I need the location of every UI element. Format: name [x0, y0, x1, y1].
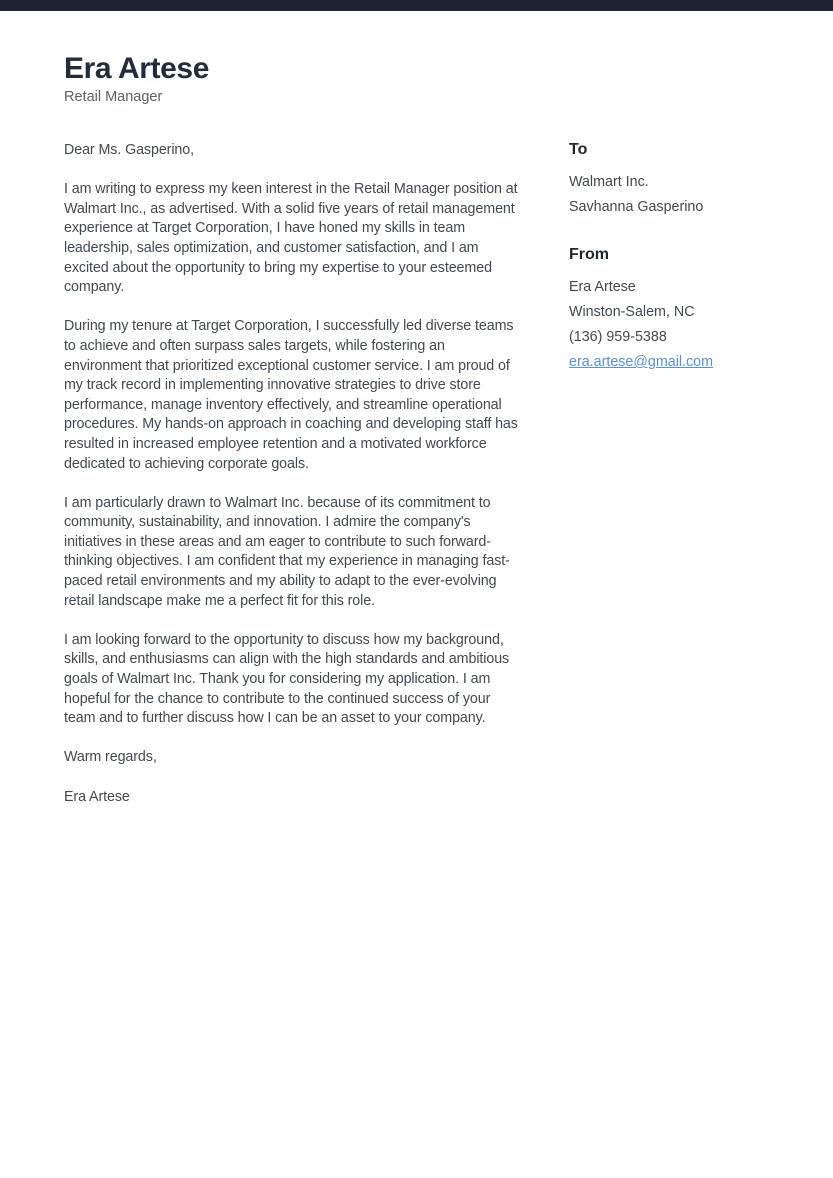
- sender-phone: (136) 959-5388: [569, 329, 667, 345]
- email-link[interactable]: era.artese@gmail.com: [569, 354, 714, 370]
- letter-paragraph-1: I am writing to express my keen interest in the Retail Manager position at Walmart Inc., as advertised. With a solid five years of retail management experience at Target Corporation, I have honed my skills in team leadership, sales optimization, and customer satisfaction, and I am excited about the opportunity to bring my expertise to your esteemed company.: [64, 181, 518, 296]
- applicant-name: Era Artese: [64, 52, 209, 85]
- letter-paragraph-2: During my tenure at Target Corporation, I successfully led diverse teams to achieve and often surpass sales targets, while fostering an environment that prioritized exceptional customer service. I am proud of my track record in implementing innovative strategies to drive store performance, manage inventory effectively, and streamline operational procedures. My hands-on approach in coaching and developing staff has resulted in increased employee retention and a motivated workforce dedicated to achieving corporate goals.: [64, 318, 518, 472]
- to-section: [569, 141, 779, 220]
- letter-header: [64, 52, 209, 105]
- applicant-job-title: Retail Manager: [64, 89, 163, 105]
- from-heading: From: [569, 246, 609, 263]
- sender-name: Era Artese: [569, 279, 636, 295]
- letter-paragraph-4: I am looking forward to the opportunity to discuss how my background, skills, and enthusiasms can align with the high standards and ambitious goals of Walmart Inc. Thank you for considering my application. I am hopeful for the chance to contribute to the continued success of your team and to further discuss how I can be an asset to your company.: [64, 631, 510, 727]
- contact-sidebar: [569, 141, 779, 375]
- from-section: [569, 246, 779, 375]
- salutation: Dear Ms. Gasperino,: [64, 142, 194, 158]
- signature-name: Era Artese: [64, 788, 130, 805]
- to-heading: To: [569, 141, 588, 158]
- letter-paragraph-3: I am particularly drawn to Walmart Inc. because of its commitment to community, sustainability, and innovation. I admire the company's initiatives in these areas and am eager to contribute to such forward-thinking objectives. I am confident that my experience in managing fast-paced retail environments and my ability to adapt to the ever-evolving retail landscape make me a perfect fit for this role.: [64, 494, 510, 609]
- letter-body: [64, 141, 522, 807]
- closing: Warm regards,: [64, 749, 157, 766]
- recipient-name: Savhanna Gasperino: [569, 199, 704, 215]
- top-accent-bar: [0, 0, 833, 11]
- sender-location: Winston-Salem, NC: [569, 304, 695, 320]
- recipient-company: Walmart Inc.: [569, 174, 649, 190]
